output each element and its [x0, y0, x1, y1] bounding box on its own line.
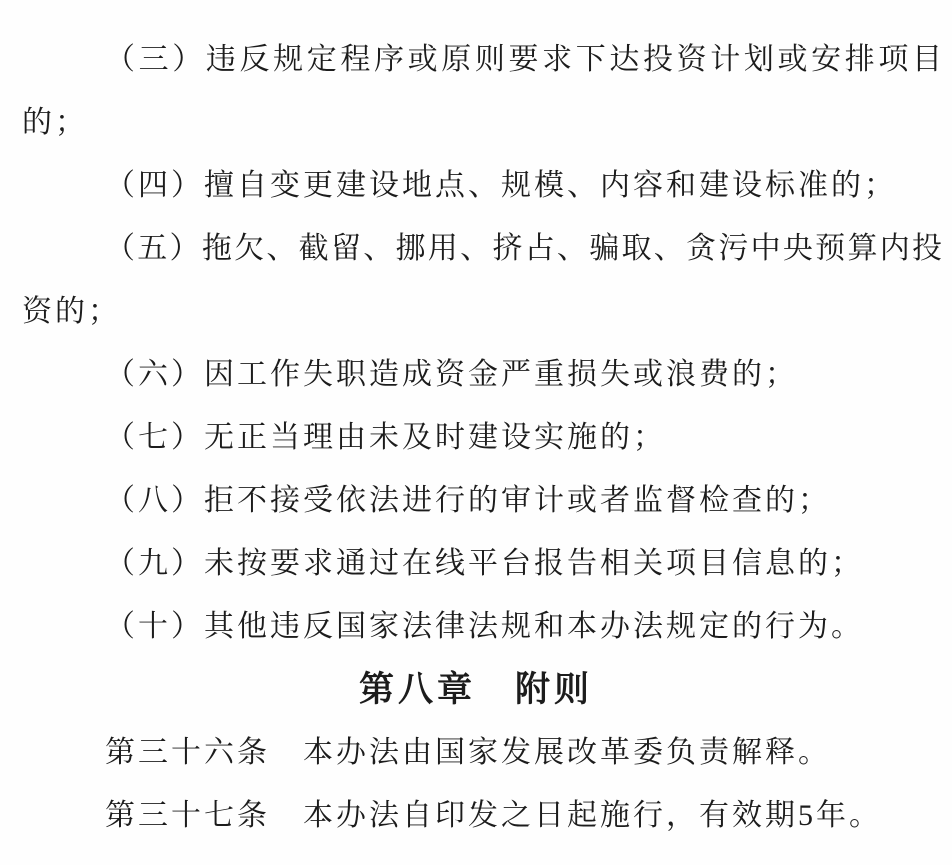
document-line: （五）拖欠、截留、挪用、挤占、骗取、贪污中央预算内投 — [105, 232, 942, 265]
document-line: （九）未按要求通过在线平台报告相关项目信息的； — [105, 547, 864, 580]
document-line: （八）拒不接受依法进行的审计或者监督检查的； — [105, 484, 831, 517]
document-line: 第三十六条 本办法由国家发展改革委负责解释。 — [105, 736, 831, 769]
document-line: （三）违反规定程序或原则要求下达投资计划或安排项目 — [105, 43, 942, 76]
document-line: 第三十七条 本办法自印发之日起施行，有效期5年。 — [105, 799, 882, 832]
document-line: （四）擅自变更建设地点、规模、内容和建设标准的； — [105, 169, 897, 202]
document-line: （十）其他违反国家法律法规和本办法规定的行为。 — [105, 610, 864, 643]
document-line: （六）因工作失职造成资金严重损失或浪费的； — [105, 358, 798, 391]
chapter-heading: 第八章 附则 — [358, 670, 593, 709]
document-line: 的； — [22, 106, 88, 139]
document-line: 资的； — [22, 295, 121, 328]
document-line: （七）无正当理由未及时建设实施的； — [105, 421, 666, 454]
